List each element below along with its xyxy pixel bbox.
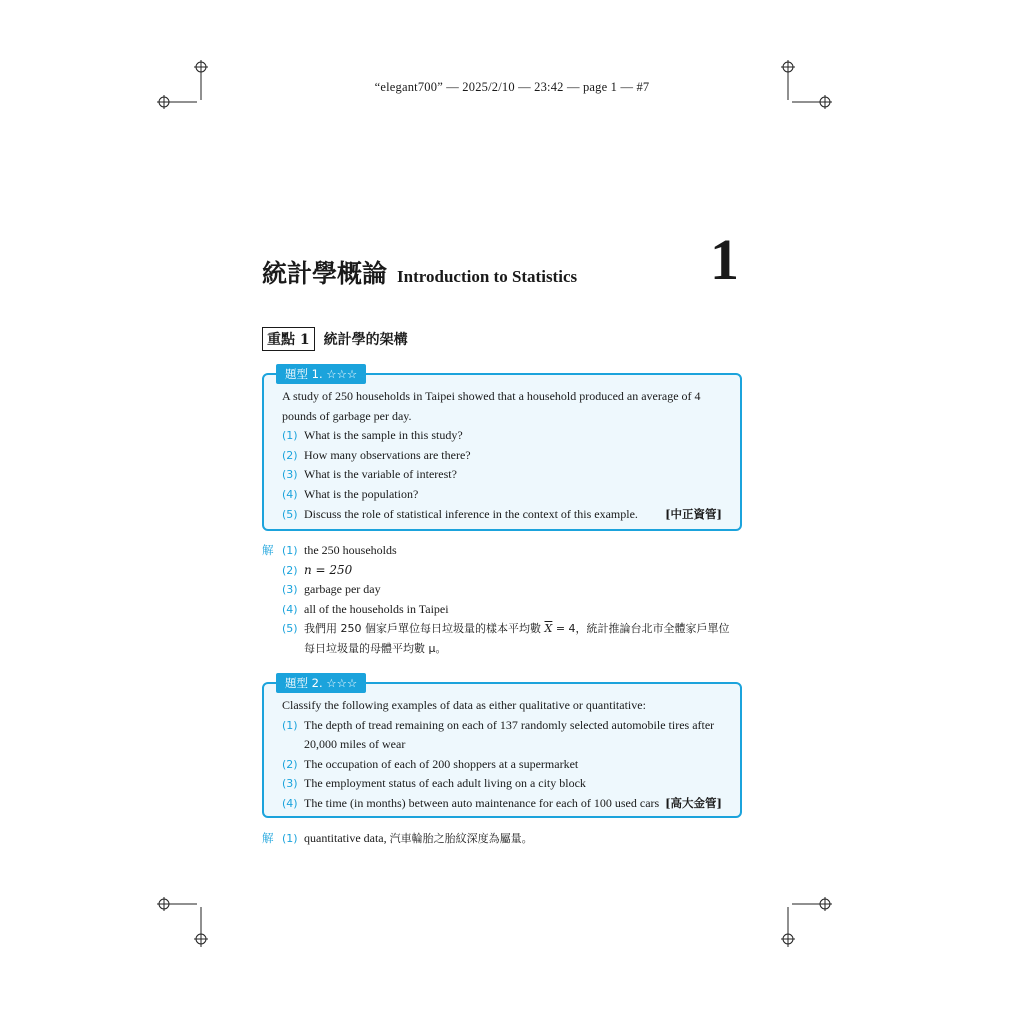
question-tag-2: 題型 2. ☆☆☆ [276,673,366,693]
question-source: [高大金管] [665,795,722,810]
question-item: (2) How many observations are there? [282,447,471,462]
chapter-title [262,254,577,290]
keypoint-label: 重點 1 [262,327,315,351]
question-item: (5) Discuss the role of statistical inference in the context of this example. [中正資管] [282,505,722,525]
solution-1 [262,541,742,659]
question-item: (1) The depth of tread remaining on each of 137 randomly selected automobile tires after 20,000 miles of wear [282,717,715,752]
solution-item: (5) 我們用 250 個家戶單位每日垃圾量的樣本平均數 $\overline{X} = 4$，統計推論台北市全體家戶單位 每日垃圾量的母體平均數 μ。 [282,622,730,655]
question-1-stem: A study of 250 households in Taipei showed that a household produced an average of 4 pounds of garbage per day. [282,389,701,423]
keypoint-title: 統計學的架構 [323,332,408,348]
question-2-stem: Classify the following examples of data as either qualitative or quantitative: [282,698,646,712]
question-item: (4) The time (in months) between auto maintenance for each of 100 used cars [高大金管] [282,794,722,814]
solution-label: 解 [262,831,274,845]
solution-item: (1) the 250 households [282,543,397,557]
question-box-1 [262,367,742,531]
question-item: (1) What is the sample in this study? [282,428,463,443]
question-source: [中正資管] [665,506,722,521]
solution-item: (2) n = 250 [282,562,353,577]
chapter-title-zh: 統計學概論 [262,259,388,288]
question-tag-1: 題型 1. ☆☆☆ [276,364,366,384]
keypoint-heading [262,327,408,351]
running-header: “elegant700” — 2025/2/10 — 23:42 — page 1 — #7 [374,80,650,94]
solution-item: (4) all of the households in Taipei [282,601,449,616]
crop-mark-bottom-left [155,895,215,955]
solution-item: (3) garbage per day [282,582,381,597]
question-item: (3) What is the variable of interest? [282,467,457,482]
sample-mean-symbol: $\overline{X}$ [544,622,553,636]
question-item: (2) The occupation of each of 200 shoppers at a supermarket [282,756,579,771]
solution-label: 解 [262,543,274,557]
solution-item: (1) quantitative data, 汽車輪胎之胎紋深度為屬量。 [282,831,533,845]
question-item: (3) The employment status of each adult living on a city block [282,776,586,791]
crop-mark-bottom-right [774,895,834,955]
question-box-2 [262,676,742,818]
question-item: (4) What is the population? [282,486,419,501]
solution-2 [262,829,742,849]
chapter-title-en: Introduction to Statistics [397,267,578,286]
chapter-number: 1 [710,227,739,292]
